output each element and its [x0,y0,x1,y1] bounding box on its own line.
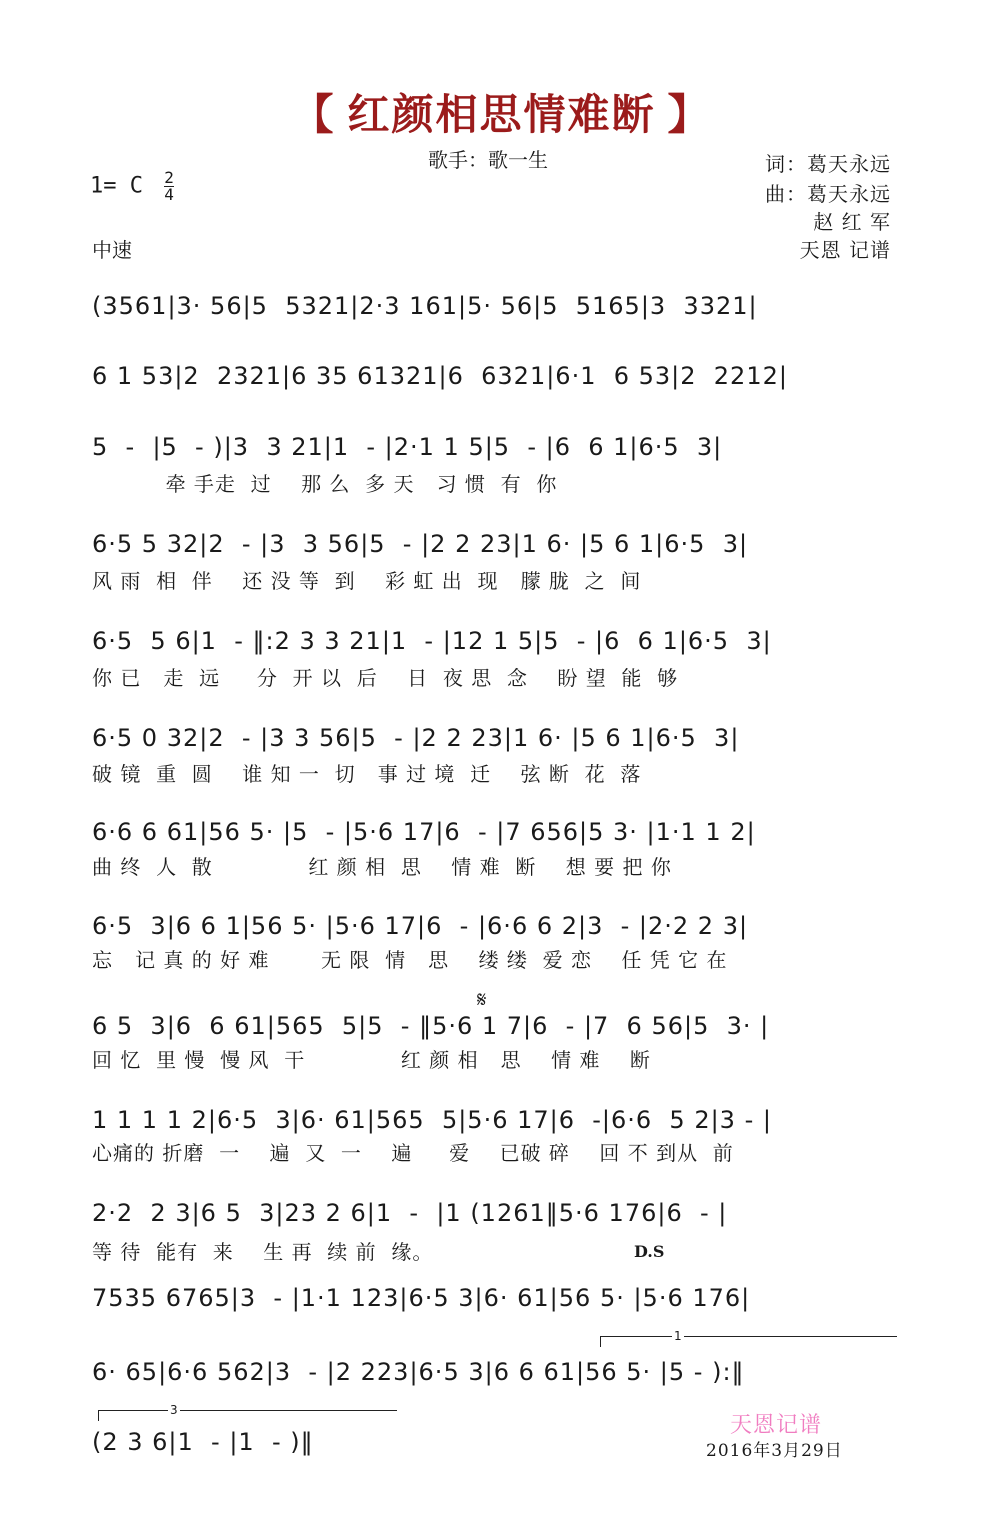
singer: 歌手：歌一生 [428,148,548,172]
notation-row-6: 6·5 0 32|2 - |3 3 56|5 - |2 2 23|1 6· |5 6 1|6·5 3| [92,724,740,752]
notation-row-12: 7535 6765|3 - |1·1 123|6·5 3|6· 61|56 5· |5·6 176| [92,1284,751,1312]
title-text: 红颜相思情难断 [347,90,656,139]
tempo: 中速 [92,238,132,262]
lyrics-row-11: 等 待 能有 来 生 再 续 前 缘。 [92,1240,434,1264]
time-signature [164,170,174,203]
volta-number-1: 1 [674,1329,682,1343]
lyrics-row-7: 曲 终 人 散 红 颜 相 思 情 难 断 想 要 把 你 [92,855,672,879]
transcriber-stamp: 天恩记谱 [730,1413,823,1438]
lyrics-row-9: 回 忆 里 慢 慢 风 干 红 颜 相 思 情 难 断 [92,1048,651,1072]
notation-row-3: 5 - |5 - )|3 3 21|1 - |2·1 1 5|5 - |6 6 1|6·5 3| [92,433,723,461]
segno-sign: 𝄋 [477,988,487,1013]
score-title [0,82,1003,142]
lyrics-row-10: 心痛的 折磨 一 遍 又 一 遍 爱 已破 碎 回 不 到从 前 [92,1141,734,1165]
ds-marking: D.S [634,1242,665,1261]
notation-row-4: 6·5 5 32|2 - |3 3 56|5 - |2 2 23|1 6· |5 6 1|6·5 3| [92,530,749,558]
composer: 曲：葛天永远 [765,182,891,206]
notation-row-14: (2 3 6|1 - |1 - )‖ [92,1428,314,1456]
composer-2: 赵 红 军 [813,210,891,234]
notation-row-5: 6·5 5 6|1 - ‖:2 3 3 21|1 - |12 1 5|5 - |6 6 1|6·5 3| [92,627,772,655]
notation-row-13: 6· 65|6·6 562|3 - |2 223|6·5 3|6 6 61|56 5· |5 - ):‖ [92,1358,745,1386]
lyrics-row-4: 风 雨 相 伴 还 没 等 到 彩 虹 出 现 朦 胧 之 间 [92,569,642,593]
key-signature [90,170,174,203]
lyrics-row-5: 你 已 走 远 分 开 以 后 日 夜 思 念 盼 望 能 够 [92,666,679,690]
notation-row-10: 1 1 1 1 2|6·5 3|6· 61|565 5|5·6 17|6 -|6·6 5 2|3 - | [92,1106,772,1134]
lyrics-row-3: 牵 手走 过 那 么 多 天 习 惯 有 你 [92,472,558,496]
notation-row-9: 6 5 3|6 6 61|565 5|5 - ‖5·6 1 7|6 - |7 6 56|5 3· | [92,1012,770,1040]
title-close-bracket: 】 [667,90,712,139]
key-label: 1= C [90,173,143,199]
notation-row-1: (3561|3· 56|5 5321|2·3 161|5· 56|5 5165|3 3321| [92,292,758,320]
lyrics-row-6: 破 镜 重 圆 谁 知 一 切 事 过 境 迁 弦 断 花 落 [92,762,642,786]
volta-number-3: 3 [170,1403,178,1417]
lyrics-row-8: 忘 记 真 的 好 难 无 限 情 思 缕 缕 爱 恋 任 凭 它 在 [92,948,728,972]
transcriber: 天恩 记谱 [799,238,891,262]
time-top: 2 [164,168,174,187]
time-bottom: 4 [164,185,174,204]
title-open-bracket: 【 [291,90,336,139]
notation-row-7: 6·6 6 61|56 5· |5 - |5·6 17|6 - |7 656|5 3· |1·1 1 2| [92,818,756,846]
notation-row-2: 6 1 53|2 2321|6 35 61321|6 6321|6·1 6 53|2 2212| [92,362,788,390]
transcription-date: 2016年3月29日 [706,1441,843,1461]
notation-row-11: 2·2 2 3|6 5 3|23 2 6|1 - |1 (1261‖5·6 176|6 - | [92,1199,728,1227]
notation-row-8: 6·5 3|6 6 1|56 5· |5·6 17|6 - |6·6 6 2|3 - |2·2 2 3| [92,912,749,940]
lyricist: 词：葛天永远 [765,152,891,176]
volta-bracket-1 [600,1336,897,1347]
volta-bracket-3 [98,1410,397,1421]
